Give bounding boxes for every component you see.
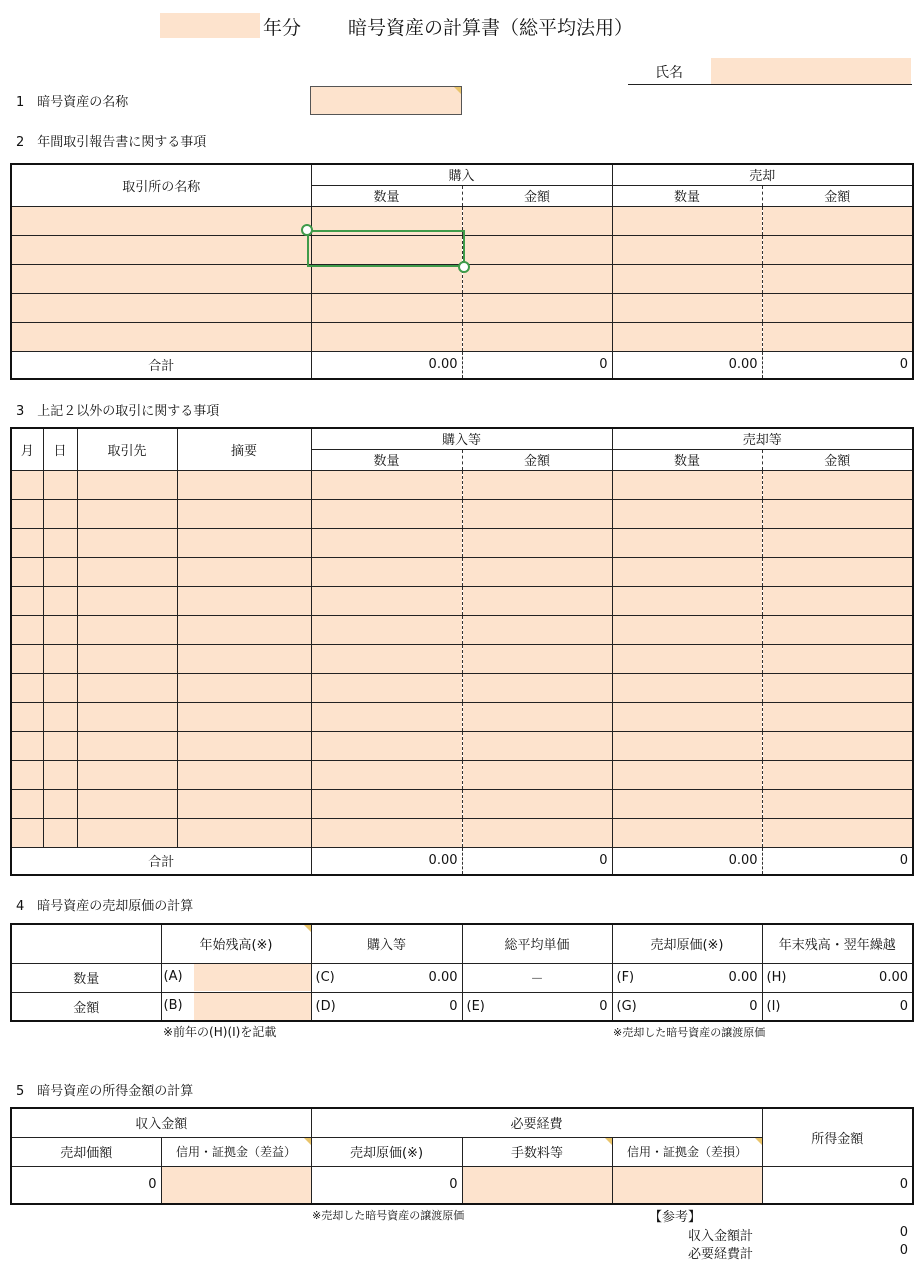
- input-cell[interactable]: [311, 789, 462, 818]
- other-transactions-table: [10, 427, 914, 876]
- col-partner-header: 取引先: [77, 428, 177, 470]
- table-row: [11, 731, 913, 760]
- label-c: (C): [315, 970, 335, 985]
- table-row: [11, 586, 913, 615]
- input-cell[interactable]: [43, 557, 77, 586]
- sale-price-value: 0: [11, 1166, 161, 1204]
- closing-qty: 0.00: [879, 970, 908, 985]
- input-cell[interactable]: [612, 731, 762, 760]
- col-purchase-amt-header: 金額: [462, 185, 612, 206]
- col-expense-header: 必要経費: [311, 1108, 762, 1137]
- input-cell[interactable]: [762, 499, 913, 528]
- input-cell[interactable]: [462, 499, 612, 528]
- input-cell[interactable]: [11, 818, 43, 847]
- input-cell[interactable]: [77, 789, 177, 818]
- purchase-amt: 0: [449, 998, 458, 1014]
- input-cell[interactable]: [762, 615, 913, 644]
- input-cell[interactable]: [77, 470, 177, 499]
- table-row: [11, 673, 913, 702]
- col-closing-header: 年末残高・翌年繰越: [762, 924, 913, 963]
- table-row: [11, 818, 913, 847]
- input-cell[interactable]: [177, 789, 311, 818]
- total-purchase-amt: 0: [462, 351, 612, 379]
- input-cell[interactable]: [77, 731, 177, 760]
- row-qty-label: 数量: [11, 963, 161, 992]
- input-cell[interactable]: [462, 760, 612, 789]
- input-cell[interactable]: [177, 760, 311, 789]
- section1-label: 1 暗号資産の名称: [16, 95, 129, 110]
- input-cell[interactable]: [612, 615, 762, 644]
- opening-qty-input[interactable]: [194, 964, 311, 991]
- input-cell[interactable]: [43, 731, 77, 760]
- col-avg-header: 総平均単価: [462, 924, 612, 963]
- total-sale-qty: 0.00: [612, 351, 762, 379]
- cost-qty: 0.00: [728, 970, 758, 985]
- input-cell[interactable]: [462, 731, 612, 760]
- input-cell[interactable]: [311, 644, 462, 673]
- input-cell[interactable]: [177, 557, 311, 586]
- label-e: (E): [466, 998, 485, 1014]
- row-amt-label: 金額: [11, 992, 161, 1021]
- total-purchase-qty: 0.00: [311, 351, 462, 379]
- input-cell[interactable]: [77, 499, 177, 528]
- table-row: [11, 615, 913, 644]
- input-cell[interactable]: [77, 702, 177, 731]
- table-row: [11, 702, 913, 731]
- margin-gain-input[interactable]: [161, 1166, 311, 1204]
- avg-price: 0: [599, 998, 608, 1014]
- section5-note: ※売却した暗号資産の譲渡原価: [312, 1209, 465, 1222]
- name-underline: [628, 84, 912, 85]
- label-g: (G): [616, 998, 637, 1014]
- input-cell[interactable]: [762, 760, 913, 789]
- input-cell[interactable]: [11, 557, 43, 586]
- col-cost-header: 売却原価(※): [311, 1137, 462, 1166]
- input-cell[interactable]: [762, 557, 913, 586]
- total-label: 合計: [11, 351, 311, 379]
- avg-dash: －: [462, 963, 612, 992]
- input-cell[interactable]: [311, 499, 462, 528]
- input-cell[interactable]: [762, 470, 913, 499]
- input-cell[interactable]: [612, 789, 762, 818]
- input-cell[interactable]: [11, 470, 43, 499]
- input-cell[interactable]: [43, 789, 77, 818]
- col-purchase-header: 購入等: [311, 924, 462, 963]
- input-cell[interactable]: [612, 702, 762, 731]
- input-cell[interactable]: [311, 470, 462, 499]
- input-cell[interactable]: [11, 644, 43, 673]
- col-income-header: 収入金額: [11, 1108, 311, 1137]
- income-calc-table: [10, 1107, 914, 1205]
- input-cell[interactable]: [177, 615, 311, 644]
- input-cell[interactable]: [762, 586, 913, 615]
- col-margin-loss-header: 信用・証拠金（差損）: [612, 1137, 762, 1166]
- input-cell[interactable]: [43, 760, 77, 789]
- col-purchase-qty-header: 数量: [311, 185, 462, 206]
- input-cell[interactable]: [177, 499, 311, 528]
- col-sale-amt-header: 金額: [762, 449, 913, 470]
- input-cell[interactable]: [43, 499, 77, 528]
- name-label: 氏名: [655, 65, 683, 81]
- table-row: [11, 528, 913, 557]
- purchase-qty: 0.00: [428, 970, 458, 985]
- total-row: [11, 847, 913, 875]
- section4-note-right: ※売却した暗号資産の譲渡原価: [613, 1026, 766, 1039]
- input-cell[interactable]: [311, 557, 462, 586]
- input-cell[interactable]: [77, 615, 177, 644]
- col-exchange-header: 取引所の名称: [11, 164, 311, 206]
- ref-income-value: 0: [899, 1225, 908, 1240]
- total-purchase-qty: 0.00: [311, 847, 462, 875]
- col-sale-price-header: 売却価額: [11, 1137, 161, 1166]
- input-cell[interactable]: [311, 528, 462, 557]
- input-cell[interactable]: [462, 818, 612, 847]
- col-summary-header: 摘要: [177, 428, 311, 470]
- profit-value: 0: [762, 1166, 913, 1204]
- table-row: [11, 293, 913, 322]
- input-cell[interactable]: [11, 586, 43, 615]
- input-cell[interactable]: [762, 528, 913, 557]
- input-cell[interactable]: [77, 528, 177, 557]
- input-cell[interactable]: [43, 644, 77, 673]
- input-cell[interactable]: [11, 760, 43, 789]
- ref-expense-label: 必要経費計: [688, 1247, 754, 1262]
- input-cell[interactable]: [612, 528, 762, 557]
- input-cell[interactable]: [462, 586, 612, 615]
- ref-income-label: 収入金額計: [688, 1229, 754, 1244]
- input-cell[interactable]: [612, 673, 762, 702]
- col-purchase-amt-header: 金額: [462, 449, 612, 470]
- input-cell[interactable]: [462, 789, 612, 818]
- input-cell[interactable]: [43, 818, 77, 847]
- input-cell[interactable]: [311, 702, 462, 731]
- input-cell[interactable]: [177, 644, 311, 673]
- label-f: (F): [616, 970, 635, 985]
- col-fee-header: 手数料等: [462, 1137, 612, 1166]
- input-cell[interactable]: [77, 557, 177, 586]
- input-cell[interactable]: [77, 818, 177, 847]
- input-cell[interactable]: [462, 557, 612, 586]
- input-cell[interactable]: [77, 586, 177, 615]
- input-cell[interactable]: [177, 586, 311, 615]
- input-cell[interactable]: [43, 470, 77, 499]
- crypto-name-input[interactable]: [310, 86, 462, 115]
- input-cell[interactable]: [612, 586, 762, 615]
- input-cell[interactable]: [177, 470, 311, 499]
- label-b: (B): [163, 997, 183, 1013]
- input-cell[interactable]: [462, 702, 612, 731]
- col-margin-gain-header: 信用・証拠金（差益）: [161, 1137, 311, 1166]
- selection-handle-start[interactable]: [301, 224, 313, 236]
- input-cell[interactable]: [311, 760, 462, 789]
- table-row: [11, 322, 913, 351]
- col-purchase-qty-header: 数量: [311, 449, 462, 470]
- col-sale-qty-header: 数量: [612, 185, 762, 206]
- col-opening-header: 年始残高(※): [161, 924, 311, 963]
- input-cell[interactable]: [612, 499, 762, 528]
- total-sale-qty: 0.00: [612, 847, 762, 875]
- input-cell[interactable]: [762, 644, 913, 673]
- col-month-header: 月: [11, 428, 43, 470]
- input-cell[interactable]: [462, 528, 612, 557]
- ref-expense-value: 0: [899, 1243, 908, 1258]
- section4-label: 4 暗号資産の売却原価の計算: [16, 899, 194, 914]
- input-cell[interactable]: [762, 789, 913, 818]
- input-cell[interactable]: [311, 673, 462, 702]
- input-cell[interactable]: [462, 470, 612, 499]
- label-d: (D): [315, 998, 336, 1014]
- section3-label: 3 上記２以外の取引に関する事項: [16, 404, 220, 419]
- input-cell[interactable]: [77, 644, 177, 673]
- table-row: [11, 557, 913, 586]
- input-cell[interactable]: [11, 673, 43, 702]
- table-row: [11, 789, 913, 818]
- input-cell[interactable]: [612, 470, 762, 499]
- input-cell[interactable]: [43, 615, 77, 644]
- total-sale-amt: 0: [762, 847, 913, 875]
- input-cell[interactable]: [612, 760, 762, 789]
- reference-label: 【参考】: [649, 1210, 702, 1225]
- section5-label: 5 暗号資産の所得金額の計算: [16, 1084, 194, 1099]
- table-row: [11, 644, 913, 673]
- input-cell[interactable]: [762, 702, 913, 731]
- input-cell[interactable]: [177, 528, 311, 557]
- input-cell[interactable]: [612, 818, 762, 847]
- input-cell[interactable]: [612, 644, 762, 673]
- input-cell[interactable]: [11, 615, 43, 644]
- year-input[interactable]: [160, 13, 260, 38]
- input-cell[interactable]: [43, 702, 77, 731]
- cost-value: 0: [311, 1166, 462, 1204]
- label-a: (A): [163, 969, 183, 984]
- label-i: (I): [766, 998, 781, 1014]
- fee-input[interactable]: [462, 1166, 612, 1204]
- cost-calc-table: [10, 923, 914, 1022]
- col-cost-header: 売却原価(※): [612, 924, 762, 963]
- table-row: [11, 470, 913, 499]
- input-cell[interactable]: [77, 760, 177, 789]
- col-purchase-header: 購入: [311, 164, 612, 185]
- input-cell[interactable]: [43, 673, 77, 702]
- input-cell[interactable]: [11, 528, 43, 557]
- col-sale-amt-header: 金額: [762, 185, 913, 206]
- input-cell[interactable]: [462, 644, 612, 673]
- input-cell[interactable]: [762, 818, 913, 847]
- col-purchase-header: 購入等: [311, 428, 612, 449]
- input-cell[interactable]: [462, 615, 612, 644]
- input-cell[interactable]: [11, 789, 43, 818]
- name-input[interactable]: [711, 58, 911, 84]
- input-cell[interactable]: [311, 731, 462, 760]
- opening-amt-input[interactable]: [194, 993, 311, 1020]
- input-cell[interactable]: [11, 702, 43, 731]
- selection-handle-end[interactable]: [458, 261, 470, 273]
- input-cell[interactable]: [462, 673, 612, 702]
- input-cell[interactable]: [11, 731, 43, 760]
- total-row: [11, 351, 913, 379]
- input-cell[interactable]: [612, 557, 762, 586]
- cost-amt: 0: [749, 998, 758, 1014]
- total-purchase-amt: 0: [462, 847, 612, 875]
- section2-label: 2 年間取引報告書に関する事項: [16, 135, 207, 150]
- section4-note-left: ※前年の(H)(I)を記載: [163, 1025, 277, 1039]
- input-cell[interactable]: [77, 673, 177, 702]
- col-profit-header: 所得金額: [762, 1108, 913, 1166]
- input-cell[interactable]: [762, 673, 913, 702]
- input-cell[interactable]: [177, 731, 311, 760]
- cell-selection[interactable]: [307, 230, 465, 267]
- input-cell[interactable]: [177, 818, 311, 847]
- input-cell[interactable]: [43, 528, 77, 557]
- total-sale-amt: 0: [762, 351, 913, 379]
- table-row: [11, 499, 913, 528]
- col-sale-header: 売却等: [612, 428, 913, 449]
- input-cell[interactable]: [762, 731, 913, 760]
- total-label: 合計: [11, 847, 311, 875]
- col-sale-header: 売却: [612, 164, 913, 185]
- page-title: 暗号資産の計算書（総平均法用）: [348, 17, 634, 39]
- input-cell[interactable]: [311, 818, 462, 847]
- label-h: (H): [766, 970, 787, 985]
- input-cell[interactable]: [311, 586, 462, 615]
- input-cell[interactable]: [11, 499, 43, 528]
- input-cell[interactable]: [311, 615, 462, 644]
- input-cell[interactable]: [43, 586, 77, 615]
- table-row: [11, 760, 913, 789]
- input-cell[interactable]: [177, 673, 311, 702]
- margin-loss-input[interactable]: [612, 1166, 762, 1204]
- input-cell[interactable]: [177, 702, 311, 731]
- col-day-header: 日: [43, 428, 77, 470]
- year-suffix: 年分: [263, 17, 302, 39]
- col-sale-qty-header: 数量: [612, 449, 762, 470]
- closing-amt: 0: [899, 998, 908, 1014]
